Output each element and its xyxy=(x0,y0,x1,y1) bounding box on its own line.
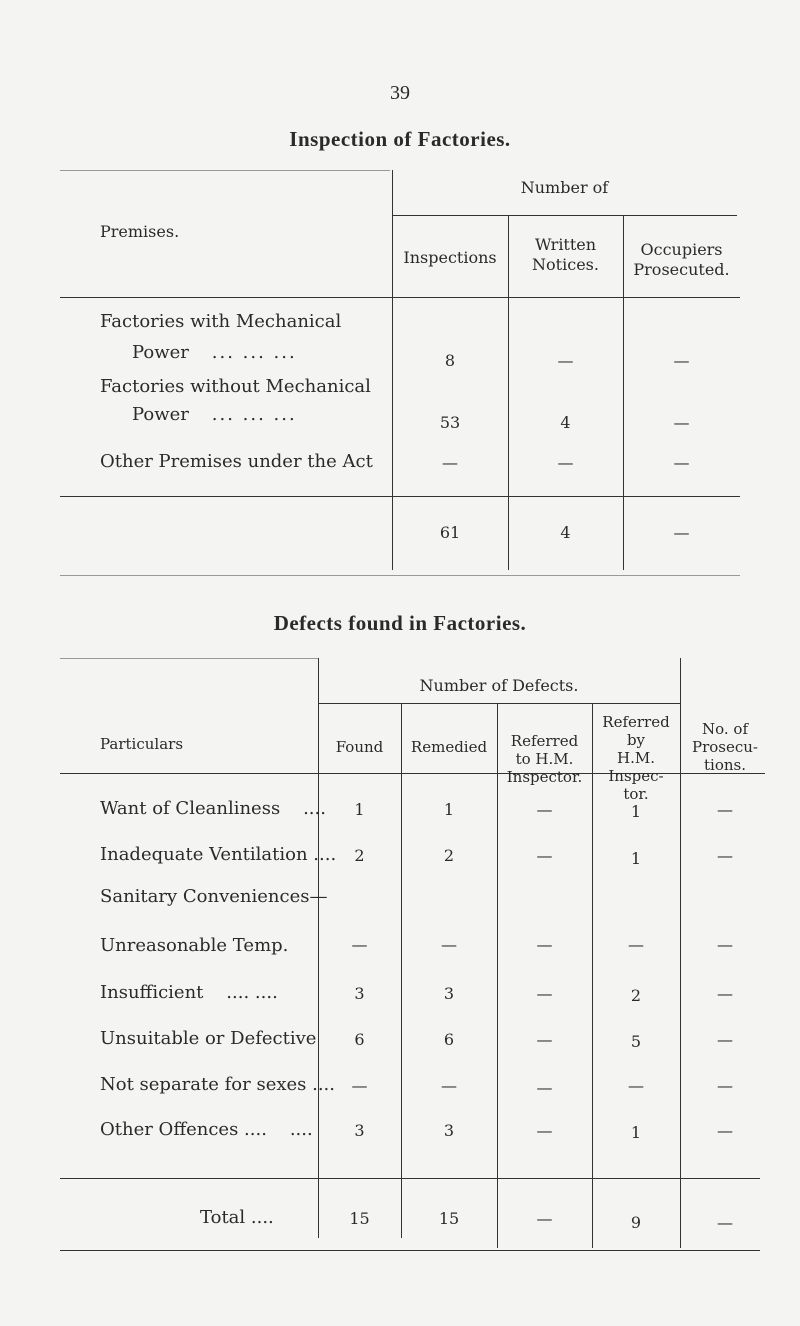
header-written-notices: Written Notices. xyxy=(532,235,599,274)
cell-referred-to: — xyxy=(536,846,553,865)
header-prosecutions: No. of Prosecu- tions. xyxy=(692,720,758,774)
cell-remedied: — xyxy=(441,935,457,954)
total-remedied: 15 xyxy=(438,1209,460,1228)
header-premises: Premises. xyxy=(100,222,180,241)
cell-remedied: 3 xyxy=(443,1121,455,1140)
cell-inspections: 53 xyxy=(439,413,461,432)
cell-remedied: — xyxy=(441,1076,457,1095)
table-rule xyxy=(60,575,740,576)
cell-referred-to: — xyxy=(536,984,553,1003)
cell-occupiers: — xyxy=(673,453,690,472)
row-label: Factories without Mechanical xyxy=(100,376,371,397)
cell-remedied: 1 xyxy=(443,800,455,819)
total-inspections: 61 xyxy=(439,523,461,542)
row-label: Unsuitable or Defective xyxy=(100,1028,317,1049)
total-label: Total .... xyxy=(200,1207,274,1228)
cell-prosecutions: — xyxy=(717,935,733,954)
cell-found: 6 xyxy=(354,1030,365,1049)
cell-written: — xyxy=(557,453,574,472)
cell-inspections: 8 xyxy=(444,351,456,370)
header-inspections: Inspections xyxy=(403,248,497,267)
header-number-of-defects: Number of Defects. xyxy=(419,676,579,695)
cell-referred-by: 5 xyxy=(630,1032,642,1051)
cell-found: — xyxy=(351,1076,368,1095)
column-divider xyxy=(392,170,393,570)
inspection-title: Inspection of Factories. xyxy=(289,127,511,151)
cell-prosecutions: — xyxy=(717,1030,733,1049)
cell-prosecutions: — xyxy=(717,984,733,1003)
cell-occupiers: — xyxy=(673,351,690,370)
header-found: Found xyxy=(335,738,384,756)
cell-prosecutions: — xyxy=(717,1121,733,1140)
cell-written: — xyxy=(557,351,574,370)
column-divider xyxy=(401,703,402,1238)
cell-found: — xyxy=(351,935,368,954)
cell-referred-to: — xyxy=(536,1078,553,1097)
total-referred-by: 9 xyxy=(630,1213,642,1232)
row-label: Other Offences .... .... xyxy=(100,1119,313,1140)
row-label: Power ... ... ... xyxy=(132,342,297,363)
table-rule xyxy=(318,703,680,704)
cell-remedied: 3 xyxy=(443,984,455,1003)
table-rule xyxy=(60,658,318,659)
row-label: Inadequate Ventilation .... xyxy=(100,844,337,865)
cell-found: 3 xyxy=(354,1121,365,1140)
cell-written: 4 xyxy=(560,413,571,432)
cell-inspections: — xyxy=(442,453,458,472)
page-number: 39 xyxy=(390,82,410,104)
cell-referred-to: — xyxy=(536,935,553,954)
cell-referred-by: — xyxy=(628,1076,644,1095)
cell-found: 3 xyxy=(354,984,365,1003)
total-referred-to: — xyxy=(536,1209,553,1228)
cell-referred-by: 1 xyxy=(630,1123,642,1142)
row-label: Want of Cleanliness .... xyxy=(100,798,326,819)
cell-occupiers: — xyxy=(673,413,690,432)
cell-prosecutions: — xyxy=(717,800,733,819)
cell-referred-by: 1 xyxy=(630,849,642,868)
cell-remedied: 6 xyxy=(443,1030,455,1049)
row-label: Factories with Mechanical xyxy=(100,311,342,332)
cell-referred-by: 2 xyxy=(630,986,642,1005)
cell-found: 2 xyxy=(354,846,365,865)
table-rule xyxy=(60,170,390,171)
row-label: Insufficient .... .... xyxy=(100,982,278,1003)
cell-found: 1 xyxy=(354,800,365,819)
table-rule xyxy=(60,496,740,497)
cell-prosecutions: — xyxy=(717,846,733,865)
cell-referred-to: — xyxy=(536,1121,553,1140)
total-written: 4 xyxy=(560,523,571,542)
cell-referred-by: 1 xyxy=(630,802,642,821)
row-label: Sanitary Conveniences— xyxy=(100,886,328,907)
cell-prosecutions: — xyxy=(717,1076,733,1095)
table-rule xyxy=(392,215,737,216)
header-referred-by: Referred by H.M. Inspec- tor. xyxy=(602,713,670,803)
total-prosecutions: — xyxy=(717,1213,733,1232)
row-label: Unreasonable Temp. xyxy=(100,935,289,956)
defects-title: Defects found in Factories. xyxy=(273,611,527,635)
table-rule xyxy=(60,1250,760,1251)
cell-referred-to: — xyxy=(536,1030,553,1049)
total-occupiers: — xyxy=(673,523,690,542)
header-referred-to: Referred to H.M. Inspector. xyxy=(506,732,583,786)
header-remedied: Remedied xyxy=(410,738,488,756)
row-label: Other Premises under the Act xyxy=(100,451,373,472)
header-number-of: Number of xyxy=(520,178,609,197)
cell-referred-by: — xyxy=(628,935,644,954)
row-label: Power ... ... ... xyxy=(132,404,297,425)
table-rule xyxy=(60,297,740,298)
header-particulars: Particulars xyxy=(100,735,184,753)
row-label: Not separate for sexes .... xyxy=(100,1074,335,1095)
cell-referred-to: — xyxy=(536,800,553,819)
header-occupiers-prosecuted: Occupiers Prosecuted. xyxy=(633,240,730,279)
cell-remedied: 2 xyxy=(443,846,455,865)
total-found: 15 xyxy=(349,1209,370,1228)
table-rule xyxy=(60,1178,760,1179)
